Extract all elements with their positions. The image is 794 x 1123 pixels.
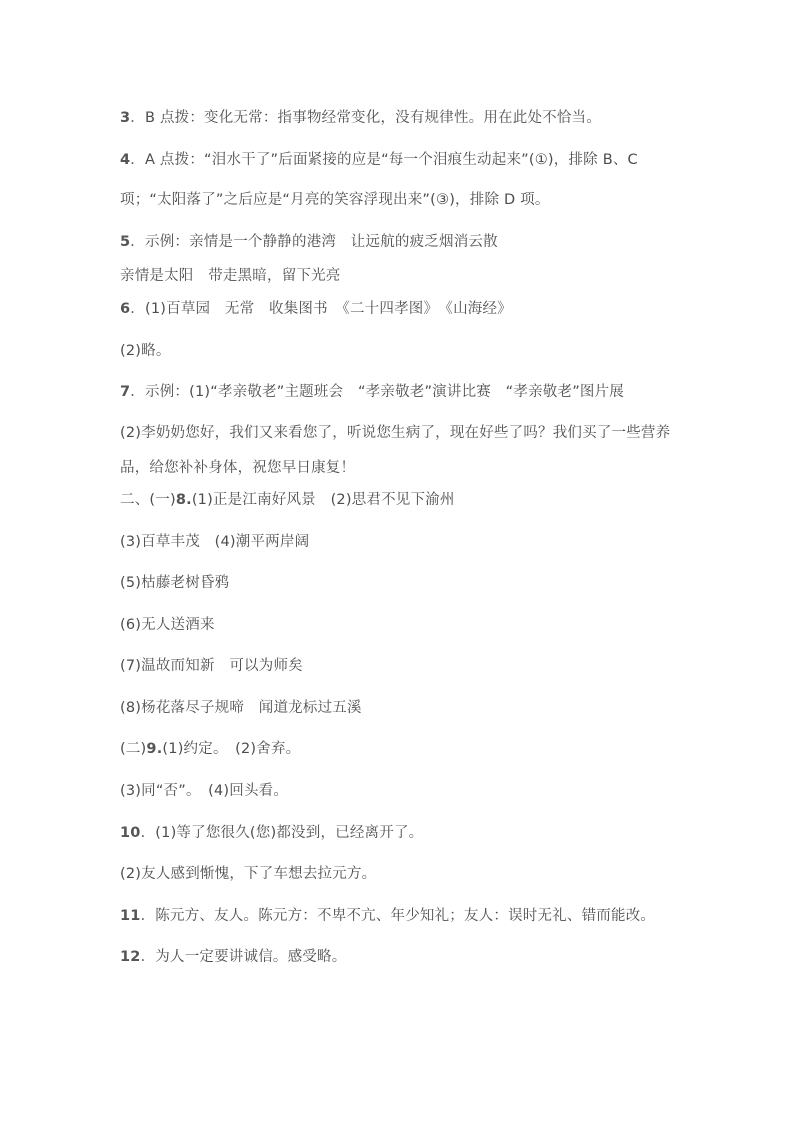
question-number: 6 [120,301,131,317]
answer-text: (1)约定。 (2)舍弃。 [162,741,301,757]
answer-text: ．B 点拨：变化无常：指事物经常变化，没有规律性。用在此处不恰当。 [130,110,601,126]
answer-text: ．A 点拨：“泪水干了”后面紧接的应是“每一个泪痕生动起来”(①)，排除 B、C [130,152,638,168]
question-number: 7 [120,384,131,400]
answer-8-part-6: (6)无人送酒来 [120,617,215,633]
question-number: 8. [175,492,192,508]
answer-text: (1)正是江南好风景 (2)思君不见下渝州 [191,492,455,508]
answer-text: ．示例：(1)“孝亲敬老”主题班会 “孝亲敬老”演讲比赛 “孝亲敬老”图片展 [130,384,625,400]
answer-6 [120,299,512,319]
question-number: 5 [120,234,131,250]
answer-12 [120,947,346,967]
section-label: (二) [120,741,147,757]
answer-11 [120,906,655,926]
question-number: 4 [120,152,131,168]
question-number: 9. [146,741,163,757]
question-number: 11 [120,908,141,924]
answer-9 [120,739,300,759]
answer-7-part-2: (2)李奶奶您好，我们又来看您了，听说您生病了，现在好些了吗？我们买了一些营养 [120,425,671,441]
answer-3 [120,108,601,128]
answer-8-part-5: (5)枯藤老树昏鸦 [120,575,230,591]
answer-5-continued: 亲情是太阳 带走黑暗，留下光亮 [120,268,341,284]
answer-8-part-8: (8)杨花落尽子规啼 闻道龙标过五溪 [120,700,362,716]
answer-4-continued: 项；“太阳落了”之后应是“月亮的笑容浮现出来”(③)，排除 D 项。 [120,192,550,208]
answer-text: ．(1)百草园 无常 收集图书 《二十四孝图》 《山海经》 [130,301,512,317]
question-number: 10 [120,825,141,841]
answer-4 [120,150,638,170]
answer-text: ．陈元方、友人。陈元方：不卑不亢、年少知礼；友人：误时无礼、错而能改。 [140,908,656,924]
section-label: 二、(一) [120,492,176,508]
answer-text: ．示例：亲情是一个静静的港湾 让远航的疲乏烟消云散 [130,234,498,250]
answer-6-part-2: (2)略。 [120,343,171,359]
answer-5 [120,232,498,252]
answer-8 [120,490,455,510]
answer-8-part-3: (3)百草丰茂 (4)潮平两岸阔 [120,534,310,550]
answer-9-part-3: (3)同“否”。 (4)回头看。 [120,783,289,799]
question-number: 12 [120,949,141,965]
answer-10 [120,823,423,843]
answer-10-part-2: (2)友人感到惭愧，下了车想去拉元方。 [120,866,377,882]
answer-text: ．(1)等了您很久(您)都没到，已经离开了。 [140,825,424,841]
answer-7 [120,382,624,402]
answer-7-continued: 品，给您补补身体，祝您早日康复！ [120,460,356,476]
answer-text: ．为人一定要讲诚信。感受略。 [140,949,347,965]
question-number: 3 [120,110,131,126]
answer-8-part-7: (7)温故而知新 可以为师矣 [120,658,303,674]
